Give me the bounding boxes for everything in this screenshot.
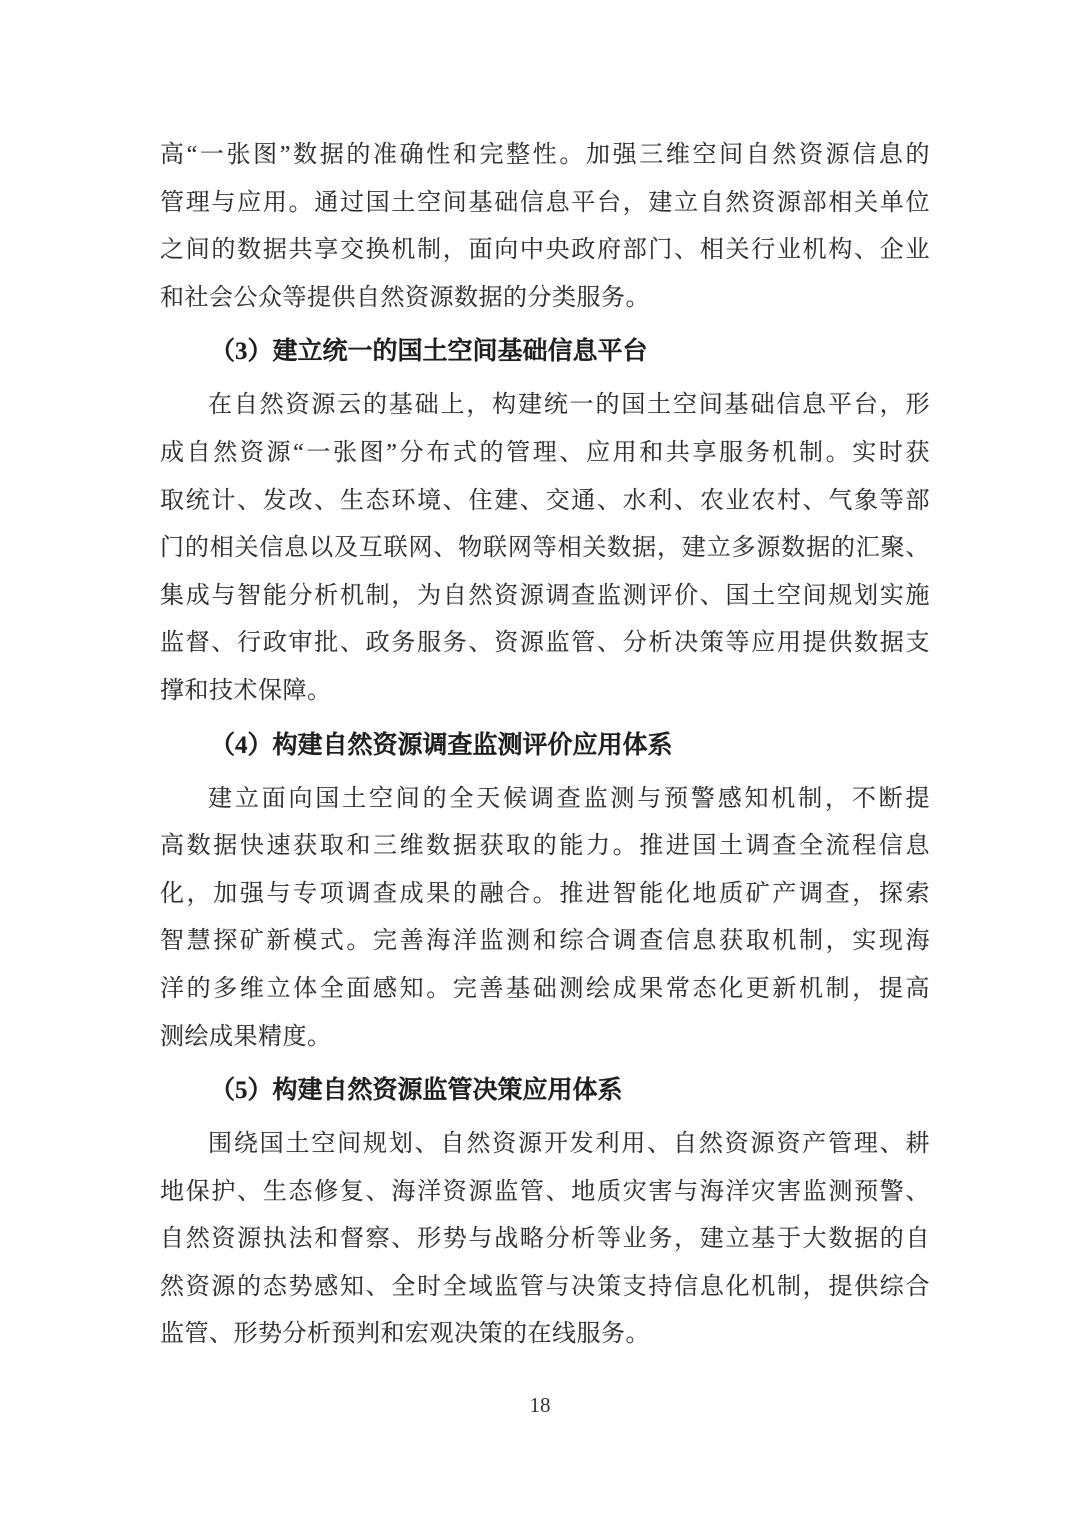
page-content <box>160 132 930 1359</box>
text-line: 高“一张图”数据的准确性和完整性。加强三维空间自然资源信息的 <box>160 142 930 168</box>
text-line: 成自然资源“一张图”分布式的管理、应用和共享服务机制。实时获 <box>160 439 930 466</box>
section-heading: （3）建立统一的国土空间基础信息平台 <box>210 338 648 366</box>
paragraph <box>160 1121 930 1359</box>
paragraph <box>160 382 930 715</box>
paragraph <box>160 776 930 1062</box>
text-line: 建立面向国土空间的全天候调查监测与预警感知机制，不断提 <box>208 785 930 812</box>
text-line: 地保护、生态修复、海洋资源监管、地质灾害与海洋灾害监测预警、 <box>160 1178 930 1205</box>
paragraph <box>160 132 930 322</box>
text-line: 洋的多维立体全面感知。完善基础测绘成果常态化更新机制，提高 <box>160 975 930 1002</box>
text-line: 在自然资源云的基础上，构建统一的国土空间基础信息平台，形 <box>208 392 930 419</box>
text-line: 化，加强与专项调查成果的融合。推进智能化地质矿产调查，探索 <box>160 880 930 907</box>
text-line: 然资源的态势感知、全时全域监管与决策支持信息化机制，提供综合 <box>160 1273 930 1300</box>
text-line: 撑和技术保障。 <box>160 677 332 704</box>
text-line: 管理与应用。通过国土空间基础信息平台，建立自然资源部相关单位 <box>160 189 930 216</box>
text-line: 监管、形势分析预判和宏观决策的在线服务。 <box>160 1321 650 1348</box>
text-line: 监督、行政审批、政务服务、资源监管、分析决策等应用提供数据支 <box>160 630 930 657</box>
text-line: 高数据快速获取和三维数据获取的能力。推进国土调查全流程信息 <box>160 833 930 860</box>
text-line: 围绕国土空间规划、自然资源开发利用、自然资源资产管理、耕 <box>208 1131 930 1158</box>
section-heading: （4）构建自然资源调查监测评价应用体系 <box>210 731 673 759</box>
section-heading: （5）构建自然资源监管决策应用体系 <box>210 1077 623 1105</box>
text-line: 取统计、发改、生态环境、住建、交通、水利、农业农村、气象等部 <box>160 487 930 514</box>
text-line: 之间的数据共享交换机制，面向中央政府部门、相关行业机构、企业 <box>160 237 930 264</box>
text-line: 集成与智能分析机制，为自然资源调查监测评价、国土空间规划实施 <box>160 582 930 609</box>
text-line: 门的相关信息以及互联网、物联网等相关数据，建立多源数据的汇聚、 <box>160 535 930 562</box>
text-line: 测绘成果精度。 <box>160 1023 332 1050</box>
text-line: 智慧探矿新模式。完善海洋监测和综合调查信息获取机制，实现海 <box>160 928 930 955</box>
page-number: 18 <box>529 1393 551 1417</box>
text-line: 和社会公众等提供自然资源数据的分类服务。 <box>160 284 650 311</box>
text-line: 自然资源执法和督察、形势与战略分析等业务，建立基于大数据的自 <box>160 1226 930 1253</box>
